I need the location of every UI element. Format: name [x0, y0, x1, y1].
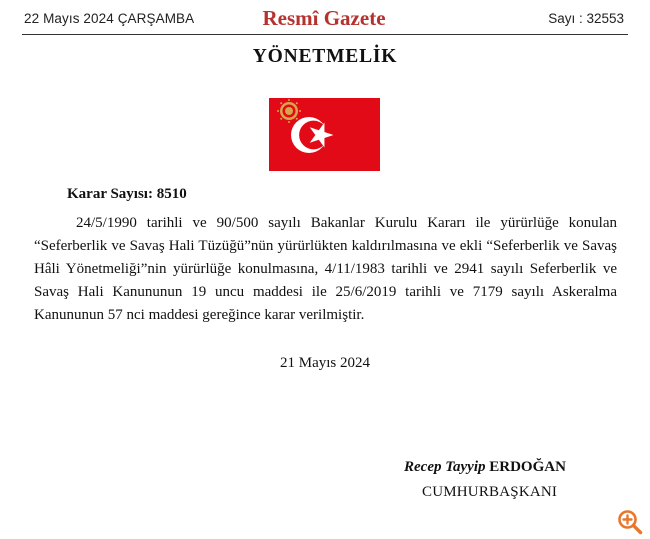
gazette-title: Resmî Gazete	[262, 6, 386, 30]
document-type: YÖNETMELİK	[252, 46, 398, 67]
decree-number: Karar Sayısı: 8510	[67, 186, 187, 202]
issue-date: 22 Mayıs 2024 ÇARŞAMBA	[24, 11, 195, 26]
decree-body: 24/5/1990 tarihli ve 90/500 sayılı Bakanlar Kurulu Kararı ile yürürlüğe konulan “Seferberlik ve Savaş Hali Tüzüğü”nün yürürlükten kaldırılmasına ve ekli “Seferberlik ve Savaş Hâli Yönetmeliği”nin yürürlüğe konulmasına, 4/11/1983 tarihli ve 2941 sayılı Seferberlik ve Savaş Hali Kanununun 19 uncu maddesi ile 25/6/2019 tarihli ve 7179 sayılı Askeralma Kanununun 57 nci maddesi gereğince karar verilmiştir.	[34, 215, 617, 323]
gazette-header	[22, 6, 626, 32]
header-divider	[22, 34, 628, 35]
signer-name	[404, 459, 566, 476]
signer-first-name: Recep Tayyip	[404, 459, 486, 475]
zoom-in-icon[interactable]	[616, 508, 644, 536]
signer-title: CUMHURBAŞKANI	[422, 484, 558, 500]
presidential-seal-icon	[277, 99, 301, 123]
issue-number: Sayı : 32553	[548, 11, 624, 26]
turkish-flag-icon	[269, 98, 380, 171]
signer-last-name: ERDOĞAN	[489, 459, 566, 475]
decree-date: 21 Mayıs 2024	[280, 355, 370, 371]
